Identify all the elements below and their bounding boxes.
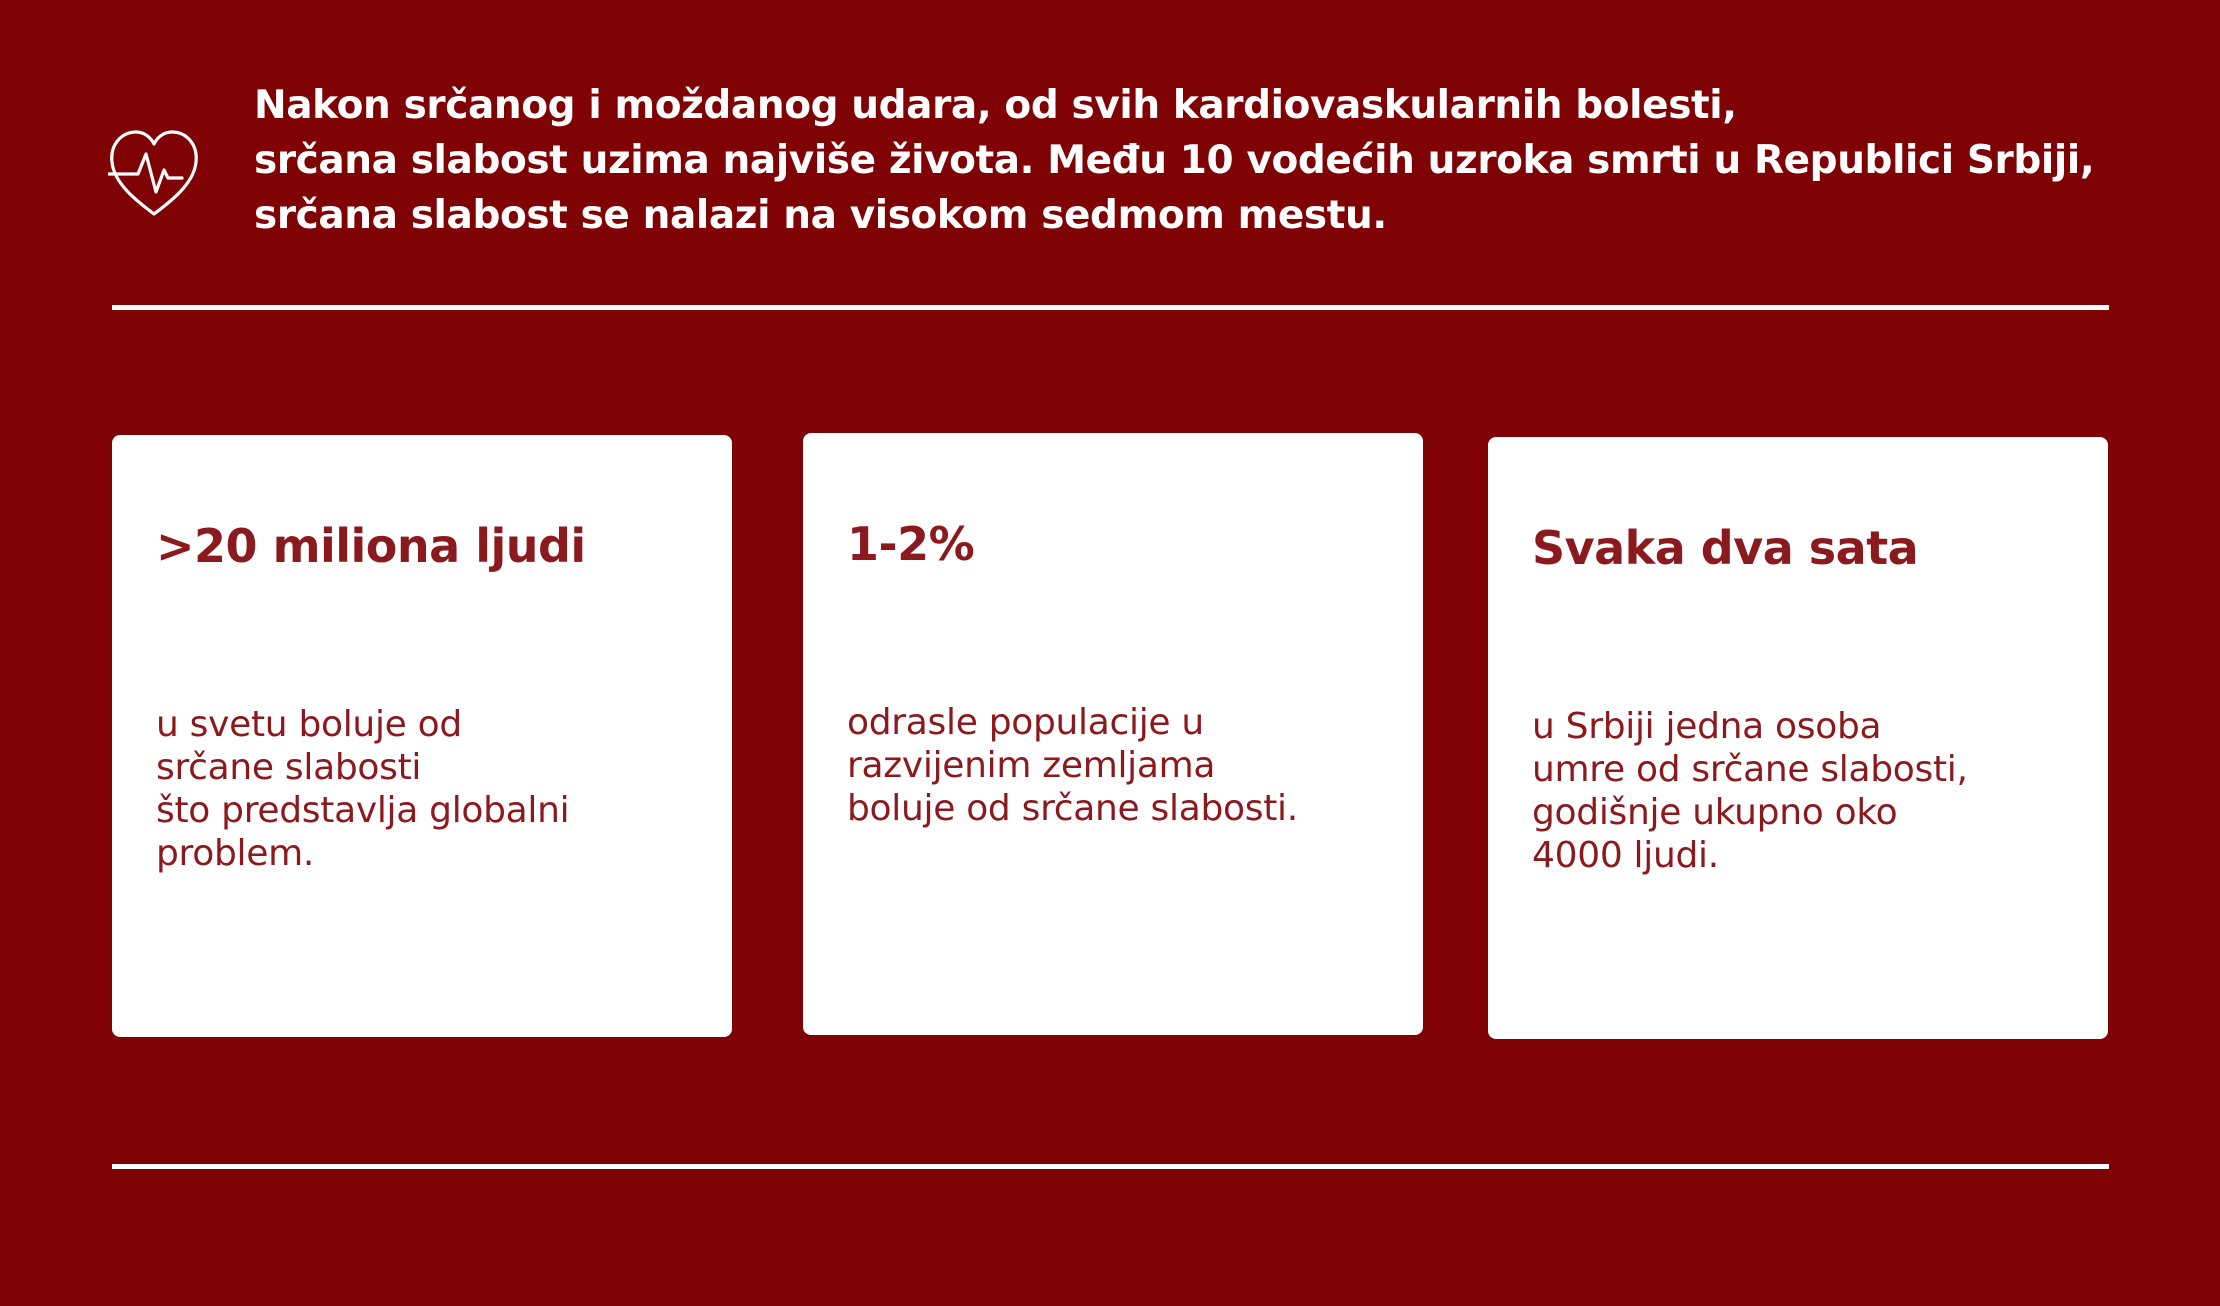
stat-description-line: razvijenim zemljama: [847, 745, 1216, 786]
intro-line: Nakon srčanog i moždanog udara, od svih kardiovaskularnih bolesti,: [254, 83, 1737, 128]
intro-text: [254, 78, 2154, 243]
stat-description-line: 4000 ljudi.: [1532, 835, 1719, 876]
stat-card-population: [803, 433, 1423, 1035]
stat-description-line: umre od srčane slabosti,: [1532, 749, 1968, 790]
stat-description: [1532, 705, 1968, 877]
stat-description-line: u svetu boluje od: [156, 704, 462, 745]
bottom-divider: [112, 1164, 2109, 1169]
stat-value: >20 miliona ljudi: [156, 519, 586, 573]
intro-line: srčana slabost se nalazi na visokom sedmom mestu.: [254, 193, 1387, 238]
intro-line: srčana slabost uzima najviše života. Među 10 vodećih uzroka smrti u Republici Srbiji,: [254, 138, 2095, 183]
stat-description-line: problem.: [156, 833, 315, 874]
stat-description-line: odrasle populacije u: [847, 702, 1204, 743]
top-divider: [112, 305, 2109, 310]
stat-card-serbia: [1488, 437, 2108, 1039]
stat-description-line: u Srbiji jedna osoba: [1532, 706, 1882, 747]
stat-value: Svaka dva sata: [1532, 521, 1919, 575]
stat-description: [847, 701, 1298, 830]
stat-description-line: boluje od srčane slabosti.: [847, 788, 1298, 829]
stat-description-line: što predstavlja globalni: [156, 790, 570, 831]
stat-description: [156, 703, 569, 875]
stat-value: 1-2%: [847, 517, 975, 571]
stat-description-line: srčane slabosti: [156, 747, 422, 788]
heart-pulse-icon: [108, 128, 200, 218]
stat-card-worldwide: [112, 435, 732, 1037]
stat-description-line: godišnje ukupno oko: [1532, 792, 1898, 833]
